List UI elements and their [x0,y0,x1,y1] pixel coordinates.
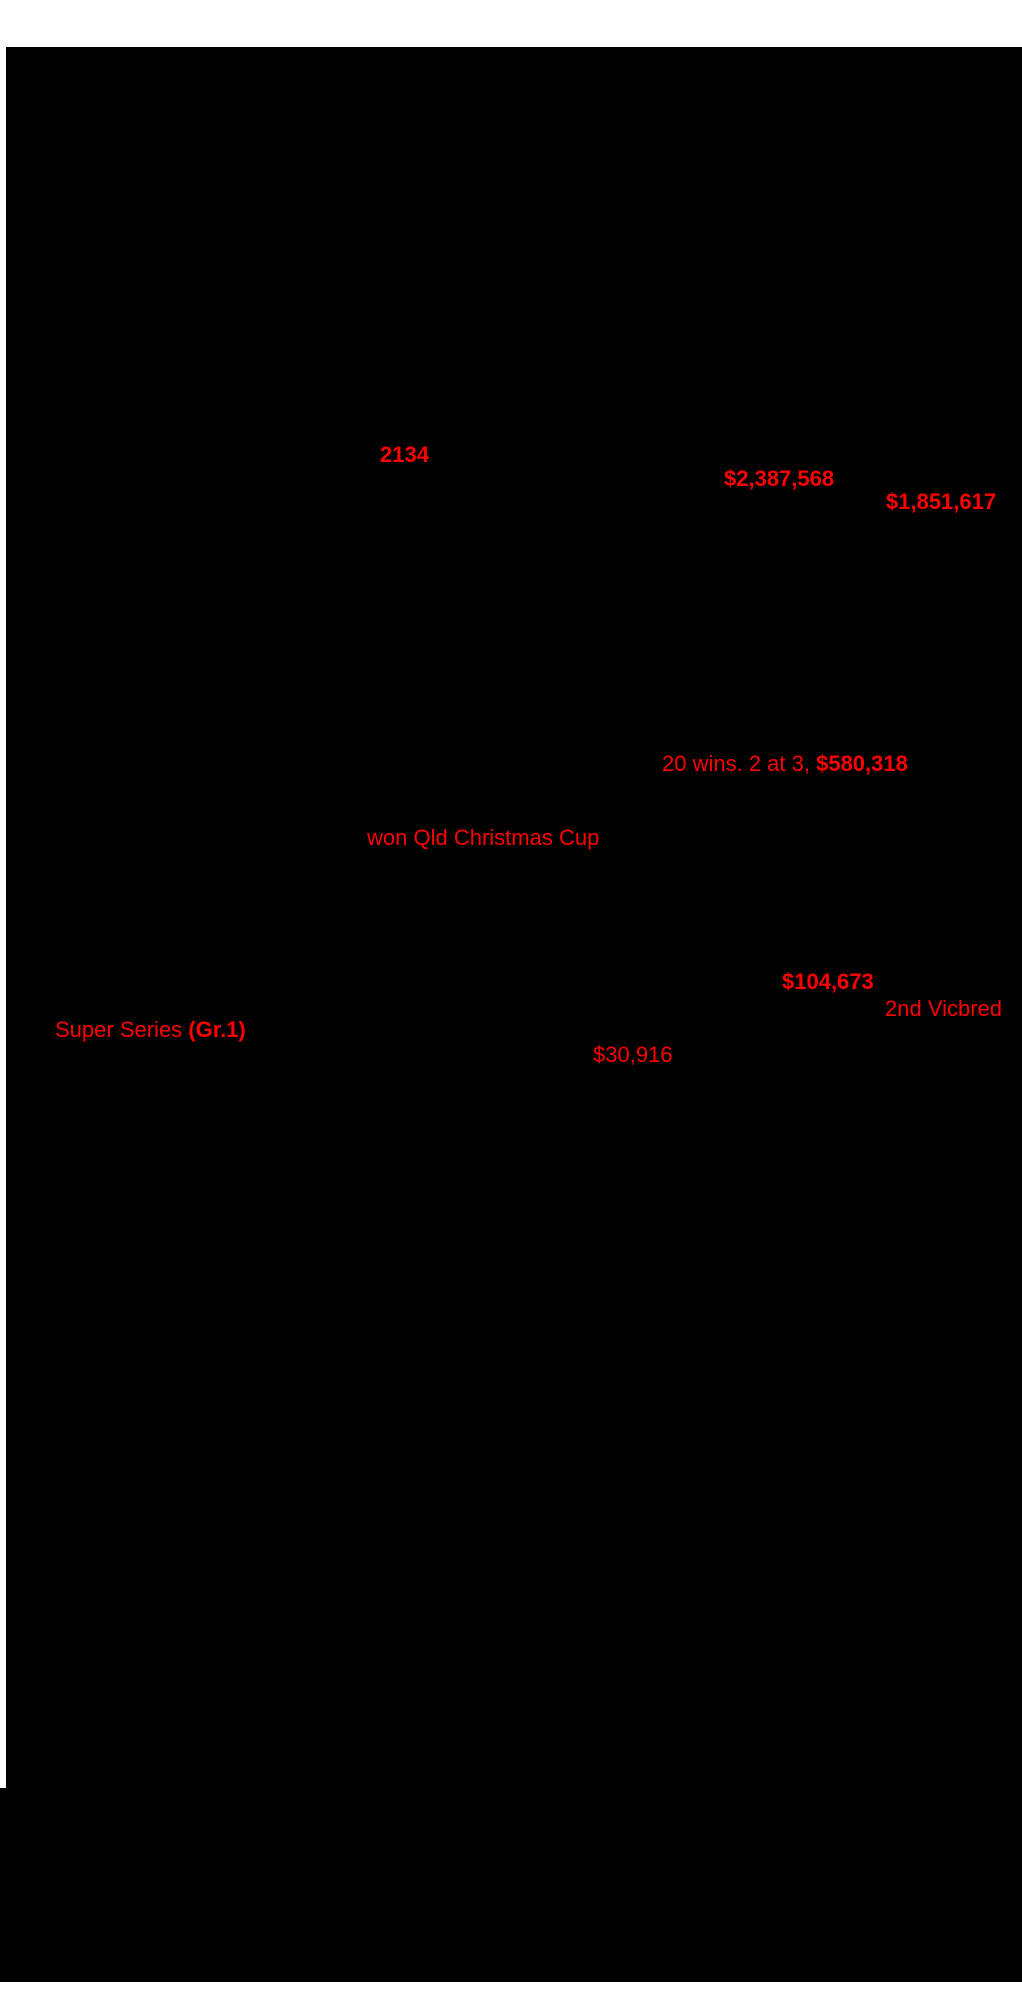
lot-number [380,443,429,466]
race-placing-text: 2nd Vicbred [885,996,1003,1021]
prizemoney-second-text: $1,851,617 [886,489,997,514]
prizemoney-fourth-text: $30,916 [593,1042,673,1067]
race-record-text: $580,318 [816,751,908,776]
race-record [662,752,908,775]
race-win-text: won Qld Christmas Cup [367,825,600,850]
prizemoney-third [782,970,874,993]
prizemoney-sire [724,467,834,490]
race-win [367,826,599,849]
race-record-text: 20 wins. 2 at 3, [662,751,817,776]
prizemoney-fourth [593,1043,673,1066]
lot-number-text: 2134 [380,442,429,467]
prizemoney-second [886,490,996,513]
prizemoney-sire-text: $2,387,568 [724,466,835,491]
stake-race-text: Super Series [55,1017,189,1042]
race-placing [885,997,1002,1020]
prizemoney-third-text: $104,673 [782,969,874,994]
stake-race [55,1018,246,1041]
stake-race-text: (Gr.1) [188,1017,246,1042]
